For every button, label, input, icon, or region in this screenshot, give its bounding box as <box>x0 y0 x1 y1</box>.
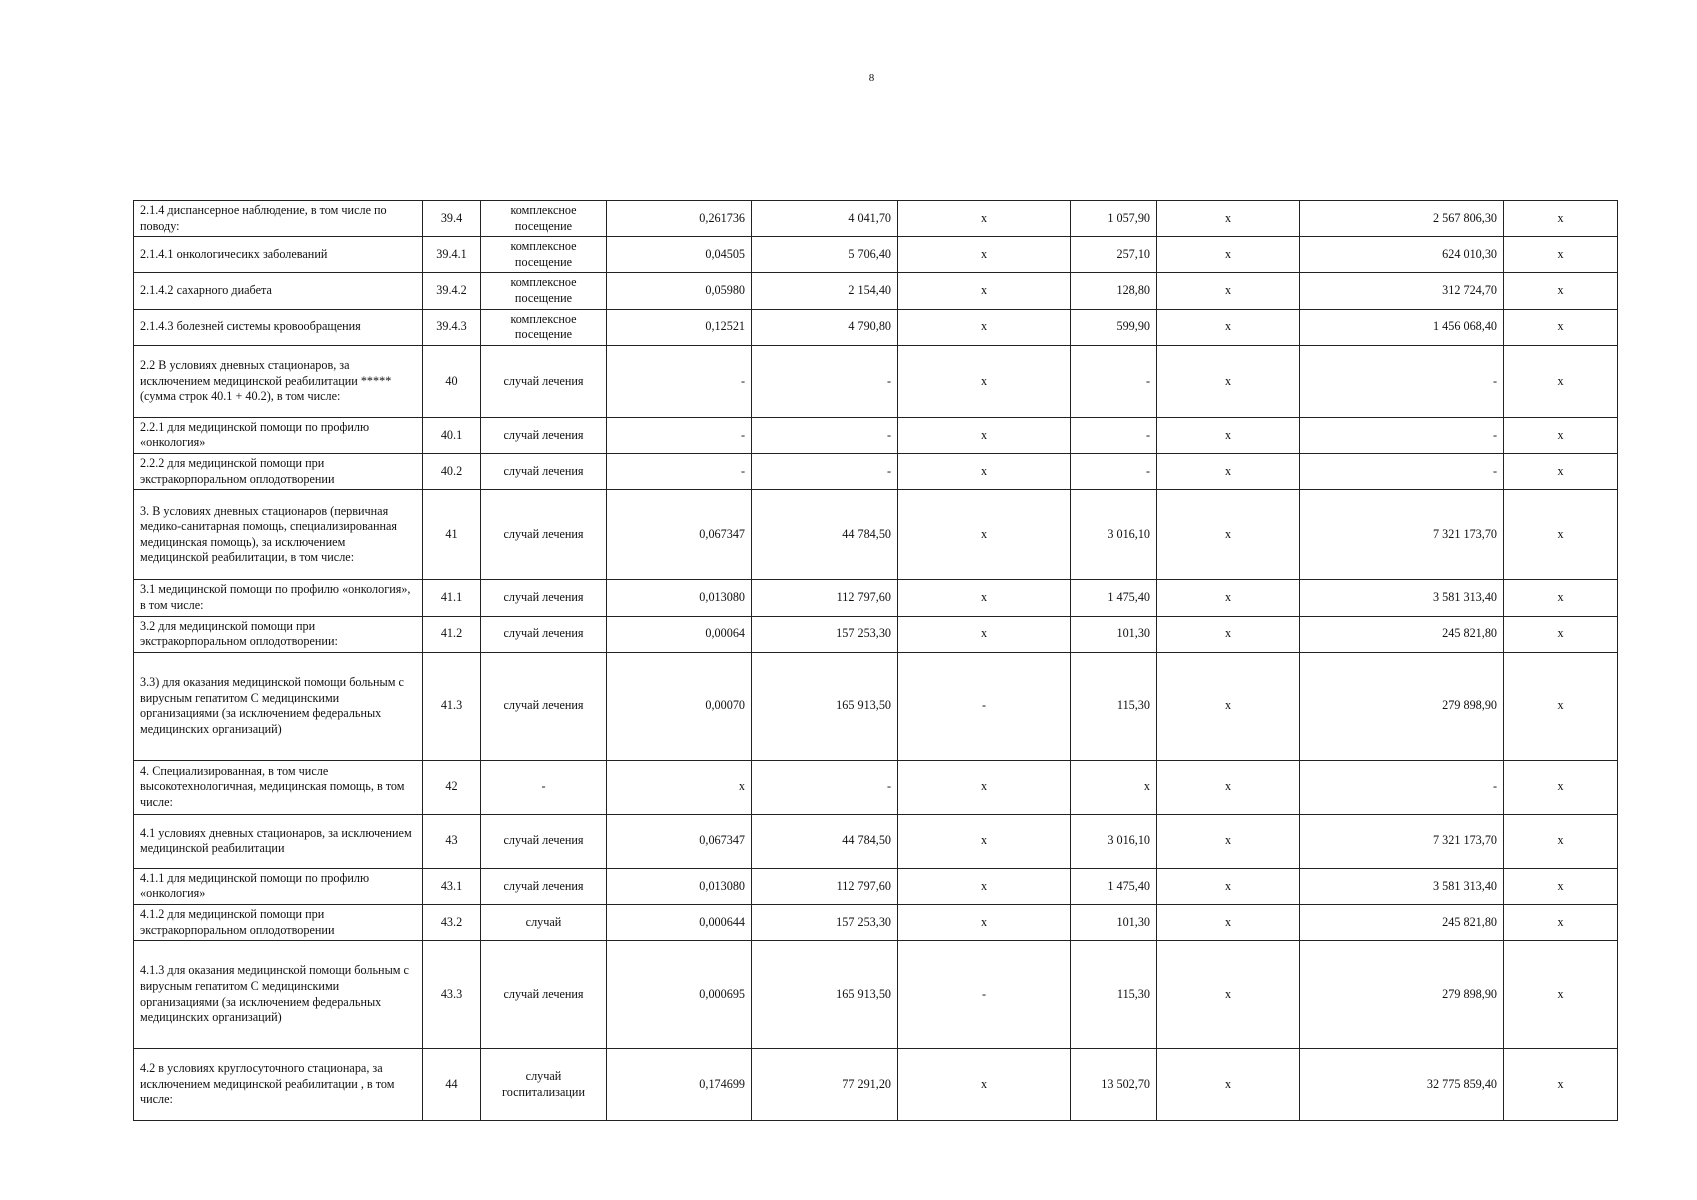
table-row <box>134 760 1618 814</box>
row-unit: случай лечения <box>481 490 607 580</box>
row-name: 4.1.1 для медицинской помощи по профилю «онкология» <box>134 868 423 904</box>
row-unit-cost: 165 913,50 <box>752 652 898 760</box>
row-line-number: 41.3 <box>423 652 481 760</box>
row-total: 7 321 173,70 <box>1300 814 1504 868</box>
row-col10: х <box>1504 309 1618 345</box>
row-col8: х <box>1157 814 1300 868</box>
table-row <box>134 273 1618 309</box>
row-total: - <box>1300 345 1504 417</box>
row-total: 312 724,70 <box>1300 273 1504 309</box>
row-per-capita: 115,30 <box>1071 941 1157 1049</box>
row-unit: комплексное посещение <box>481 273 607 309</box>
row-per-capita: 257,10 <box>1071 237 1157 273</box>
row-col8: х <box>1157 868 1300 904</box>
row-col6: х <box>898 490 1071 580</box>
row-total: 3 581 313,40 <box>1300 580 1504 616</box>
row-unit-cost: 112 797,60 <box>752 868 898 904</box>
row-col10: х <box>1504 201 1618 237</box>
row-unit: комплексное посещение <box>481 237 607 273</box>
row-norm: - <box>607 345 752 417</box>
row-norm: 0,04505 <box>607 237 752 273</box>
row-unit-cost: 2 154,40 <box>752 273 898 309</box>
row-norm: 0,000644 <box>607 904 752 940</box>
row-name: 4. Специализированная, в том числе высокотехнологичная, медицинская помощь, в том числе: <box>134 760 423 814</box>
row-line-number: 43.1 <box>423 868 481 904</box>
row-col8: х <box>1157 652 1300 760</box>
row-unit: случай лечения <box>481 941 607 1049</box>
row-unit-cost: - <box>752 760 898 814</box>
row-col6: х <box>898 309 1071 345</box>
row-total: 245 821,80 <box>1300 904 1504 940</box>
row-unit: случай лечения <box>481 814 607 868</box>
row-col6: х <box>898 454 1071 490</box>
row-col10: х <box>1504 1049 1618 1121</box>
row-per-capita: 13 502,70 <box>1071 1049 1157 1121</box>
row-name: 4.1.2 для медицинской помощи при экстракорпоральном оплодотворении <box>134 904 423 940</box>
row-col10: х <box>1504 345 1618 417</box>
row-col6: х <box>898 868 1071 904</box>
table-row <box>134 814 1618 868</box>
row-col10: х <box>1504 616 1618 652</box>
table-row <box>134 417 1618 453</box>
row-col8: х <box>1157 941 1300 1049</box>
row-col6: х <box>898 616 1071 652</box>
row-per-capita: 1 475,40 <box>1071 580 1157 616</box>
row-norm: 0,261736 <box>607 201 752 237</box>
row-col6: х <box>898 345 1071 417</box>
row-name: 2.2 В условиях дневных стационаров, за исключением медицинской реабилитации ***** (сумма строк 40.1 + 40.2), в том числе: <box>134 345 423 417</box>
row-norm: 0,067347 <box>607 490 752 580</box>
row-unit-cost: - <box>752 345 898 417</box>
row-col8: х <box>1157 309 1300 345</box>
row-name: 3.1 медицинской помощи по профилю «онкология», в том числе: <box>134 580 423 616</box>
row-total: 1 456 068,40 <box>1300 309 1504 345</box>
row-line-number: 39.4 <box>423 201 481 237</box>
row-unit: комплексное посещение <box>481 201 607 237</box>
row-per-capita: - <box>1071 454 1157 490</box>
row-col10: х <box>1504 760 1618 814</box>
row-unit-cost: 4 041,70 <box>752 201 898 237</box>
row-col10: х <box>1504 273 1618 309</box>
row-total: - <box>1300 417 1504 453</box>
row-col8: х <box>1157 580 1300 616</box>
row-total: 3 581 313,40 <box>1300 868 1504 904</box>
row-norm: х <box>607 760 752 814</box>
row-name: 3. В условиях дневных стационаров (первичная медико-санитарная помощь, специализированная медицинская помощь), за исключением медицинской реабилитации, в том числе: <box>134 490 423 580</box>
row-name: 2.1.4 диспансерное наблюдение, в том числе по поводу: <box>134 201 423 237</box>
row-col10: х <box>1504 652 1618 760</box>
row-line-number: 43.2 <box>423 904 481 940</box>
row-col6: - <box>898 652 1071 760</box>
row-total: 32 775 859,40 <box>1300 1049 1504 1121</box>
row-col6: х <box>898 904 1071 940</box>
row-col6: х <box>898 760 1071 814</box>
row-per-capita: 115,30 <box>1071 652 1157 760</box>
row-norm: 0,174699 <box>607 1049 752 1121</box>
table-body <box>134 201 1618 1121</box>
row-line-number: 41.2 <box>423 616 481 652</box>
table-row <box>134 941 1618 1049</box>
table-row <box>134 490 1618 580</box>
row-line-number: 43 <box>423 814 481 868</box>
row-line-number: 44 <box>423 1049 481 1121</box>
row-col8: х <box>1157 273 1300 309</box>
row-col8: х <box>1157 1049 1300 1121</box>
row-norm: 0,00064 <box>607 616 752 652</box>
row-unit-cost: 165 913,50 <box>752 941 898 1049</box>
table-row <box>134 1049 1618 1121</box>
row-total: - <box>1300 454 1504 490</box>
row-col8: х <box>1157 201 1300 237</box>
table-row <box>134 868 1618 904</box>
row-name: 2.1.4.2 сахарного диабета <box>134 273 423 309</box>
row-norm: 0,067347 <box>607 814 752 868</box>
row-norm: 0,013080 <box>607 580 752 616</box>
row-col8: х <box>1157 454 1300 490</box>
row-col8: х <box>1157 417 1300 453</box>
row-col6: х <box>898 201 1071 237</box>
row-line-number: 39.4.1 <box>423 237 481 273</box>
row-unit: случай лечения <box>481 868 607 904</box>
row-unit-cost: - <box>752 454 898 490</box>
row-name: 4.2 в условиях круглосуточного стационара, за исключением медицинской реабилитации , в том числе: <box>134 1049 423 1121</box>
table-row <box>134 309 1618 345</box>
row-per-capita: 1 057,90 <box>1071 201 1157 237</box>
row-col8: х <box>1157 237 1300 273</box>
row-col10: х <box>1504 904 1618 940</box>
row-per-capita: 3 016,10 <box>1071 490 1157 580</box>
row-col10: х <box>1504 868 1618 904</box>
row-norm: 0,00070 <box>607 652 752 760</box>
row-norm: 0,000695 <box>607 941 752 1049</box>
table-row <box>134 580 1618 616</box>
row-total: 279 898,90 <box>1300 941 1504 1049</box>
row-norm: - <box>607 417 752 453</box>
row-per-capita: - <box>1071 345 1157 417</box>
row-unit-cost: 77 291,20 <box>752 1049 898 1121</box>
row-total: 7 321 173,70 <box>1300 490 1504 580</box>
row-line-number: 42 <box>423 760 481 814</box>
row-col6: х <box>898 1049 1071 1121</box>
row-per-capita: 101,30 <box>1071 904 1157 940</box>
row-unit: случай лечения <box>481 652 607 760</box>
row-unit-cost: 157 253,30 <box>752 904 898 940</box>
row-total: 245 821,80 <box>1300 616 1504 652</box>
row-col10: х <box>1504 814 1618 868</box>
table-row <box>134 652 1618 760</box>
row-per-capita: 128,80 <box>1071 273 1157 309</box>
row-unit-cost: 5 706,40 <box>752 237 898 273</box>
row-name: 2.1.4.1 онкологичесикх заболеваний <box>134 237 423 273</box>
row-per-capita: - <box>1071 417 1157 453</box>
row-per-capita: 101,30 <box>1071 616 1157 652</box>
row-unit: случай госпитализации <box>481 1049 607 1121</box>
row-name: 4.1.3 для оказания медицинской помощи больным с вирусным гепатитом С медицинскими организациями (за исключением федеральных медицинских организаций) <box>134 941 423 1049</box>
row-unit: случай лечения <box>481 417 607 453</box>
row-line-number: 40 <box>423 345 481 417</box>
table-row <box>134 345 1618 417</box>
row-total: 2 567 806,30 <box>1300 201 1504 237</box>
table-row <box>134 454 1618 490</box>
table-row <box>134 201 1618 237</box>
row-name: 3.3) для оказания медицинской помощи больным с вирусным гепатитом С медицинскими организациями (за исключением федеральных медицинских организаций) <box>134 652 423 760</box>
row-col6: х <box>898 273 1071 309</box>
row-per-capita: 3 016,10 <box>1071 814 1157 868</box>
row-name: 2.2.2 для медицинской помощи при экстракорпоральном оплодотворении <box>134 454 423 490</box>
table-row <box>134 616 1618 652</box>
row-col6: х <box>898 580 1071 616</box>
row-col8: х <box>1157 616 1300 652</box>
row-unit: случай лечения <box>481 345 607 417</box>
row-unit-cost: - <box>752 417 898 453</box>
row-total: - <box>1300 760 1504 814</box>
table-row <box>134 237 1618 273</box>
row-line-number: 41 <box>423 490 481 580</box>
row-unit: - <box>481 760 607 814</box>
row-line-number: 43.3 <box>423 941 481 1049</box>
row-name: 2.2.1 для медицинской помощи по профилю «онкология» <box>134 417 423 453</box>
row-norm: - <box>607 454 752 490</box>
row-col6: х <box>898 237 1071 273</box>
row-name: 3.2 для медицинской помощи при экстракорпоральном оплодотворении: <box>134 616 423 652</box>
row-col6: - <box>898 941 1071 1049</box>
table-row <box>134 904 1618 940</box>
row-col6: х <box>898 814 1071 868</box>
row-line-number: 39.4.2 <box>423 273 481 309</box>
row-col10: х <box>1504 580 1618 616</box>
row-unit: комплексное посещение <box>481 309 607 345</box>
row-unit: случай лечения <box>481 454 607 490</box>
row-unit-cost: 44 784,50 <box>752 814 898 868</box>
row-total: 624 010,30 <box>1300 237 1504 273</box>
row-total: 279 898,90 <box>1300 652 1504 760</box>
page-number: 8 <box>868 72 875 84</box>
row-unit: случай <box>481 904 607 940</box>
row-per-capita: 599,90 <box>1071 309 1157 345</box>
row-line-number: 41.1 <box>423 580 481 616</box>
row-col10: х <box>1504 454 1618 490</box>
row-line-number: 40.2 <box>423 454 481 490</box>
row-per-capita: 1 475,40 <box>1071 868 1157 904</box>
row-name: 2.1.4.3 болезней системы кровообращения <box>134 309 423 345</box>
row-unit-cost: 4 790,80 <box>752 309 898 345</box>
row-col10: х <box>1504 237 1618 273</box>
row-unit-cost: 44 784,50 <box>752 490 898 580</box>
row-unit-cost: 112 797,60 <box>752 580 898 616</box>
row-line-number: 39.4.3 <box>423 309 481 345</box>
row-unit-cost: 157 253,30 <box>752 616 898 652</box>
row-name: 4.1 условиях дневных стационаров, за исключением медицинской реабилитации <box>134 814 423 868</box>
row-col10: х <box>1504 941 1618 1049</box>
row-col8: х <box>1157 904 1300 940</box>
row-col10: х <box>1504 417 1618 453</box>
row-col10: х <box>1504 490 1618 580</box>
normatives-table <box>133 200 1618 1121</box>
row-col8: х <box>1157 490 1300 580</box>
row-norm: 0,013080 <box>607 868 752 904</box>
row-unit: случай лечения <box>481 580 607 616</box>
row-line-number: 40.1 <box>423 417 481 453</box>
row-norm: 0,05980 <box>607 273 752 309</box>
row-unit: случай лечения <box>481 616 607 652</box>
row-col8: х <box>1157 345 1300 417</box>
row-per-capita: х <box>1071 760 1157 814</box>
row-col8: х <box>1157 760 1300 814</box>
row-col6: х <box>898 417 1071 453</box>
row-norm: 0,12521 <box>607 309 752 345</box>
